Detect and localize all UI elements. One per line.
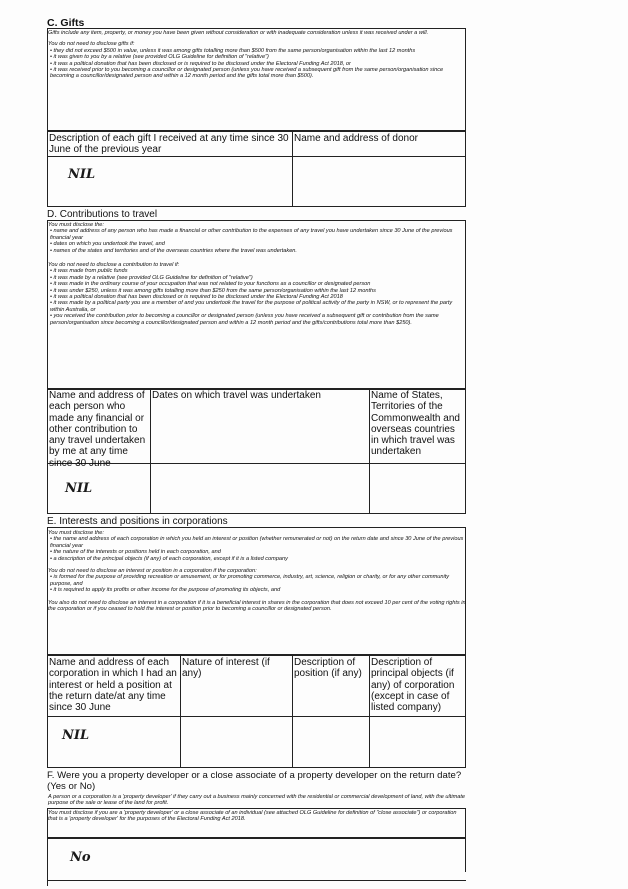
section-d-bullet: • dates on which you undertook the travel, and	[50, 241, 165, 248]
section-e-bullet: • it is required to apply its profits or other income for the purpose of promoting its objects, and	[50, 587, 281, 594]
section-d-bullet: • it was under $250, unless it was among gifts totalling more than $250 from the same person/organisation within the last 12 months	[50, 287, 376, 294]
section-e-header-nature: Nature of interest (if any)	[182, 657, 270, 680]
section-e-header-objects: Description of principal objects (if any) of corporation (except in case of listed company)	[371, 657, 455, 714]
section-f-answer: No	[70, 850, 91, 865]
section-c-col-divider	[292, 131, 293, 207]
section-d-lead: You must disclose the:	[48, 222, 104, 228]
section-c-bullet: • it was given to you by a relative (see provided OLG Guideline for definition of "relative")	[50, 54, 269, 61]
section-c-answer: NIL	[68, 167, 96, 182]
section-d-bullet: • it was made by a political party you are a member of and you undertook the travel for the purpose of political activity of the party in NSW, or to represent the party within Australia, or	[50, 300, 453, 313]
section-c-title: C. Gifts	[47, 17, 85, 29]
page-left-tick	[47, 872, 48, 886]
section-e-title: E. Interests and positions in corporations	[47, 516, 228, 527]
section-c-lead: You do not need to disclose gifts if:	[48, 41, 135, 48]
section-d-bullet: • it was a political donation that has been disclosed or is required to be disclosed under the Electoral Funding Act 2018	[50, 294, 343, 301]
section-d-bullet: • it was made by a relative (see provided OLG Guideline for definition of "relative")	[50, 274, 253, 281]
section-e-lead2: You do not need to disclose an interest or position in a corporation if the corporation:	[48, 568, 257, 575]
section-c-header-divider	[47, 156, 466, 157]
section-d-bullet: • name and address of any person who has made a financial or other contribution to the expenses of any travel you have undertaken since 30 June of the previous financial year	[50, 228, 453, 241]
section-c-intro: Gifts include any item, property, or money you have been given without consideration or with inadequate consideration unless it was received under a will.	[48, 30, 429, 36]
section-c-bullet: • they did not exceed $500 in value, unless it was among gifts totalling more than $500 from the same person/organisation within the last 12 months	[50, 47, 416, 54]
section-e-notes	[48, 530, 466, 612]
section-e-header-divider	[47, 716, 466, 717]
section-d-bullet: • it was made in the ordinary course of your occupation that was not related to your functions as a councillor or designated person	[50, 281, 371, 288]
section-e-col-divider	[180, 655, 181, 768]
section-f-bottom-rule	[47, 880, 466, 881]
section-c-notes	[48, 30, 466, 80]
section-c-header-description: Description of each gift I received at any time since 30 June of the previous year	[49, 133, 289, 156]
section-d-header-places: Name of States, Territories of the Commonwealth and overseas countries in which travel was undertaken	[371, 390, 460, 458]
section-c-bullet: • it was a political donation that has been disclosed or is required to be disclosed under the Electoral Funding Act 2018, or	[50, 60, 351, 67]
section-d-title: D. Contributions to travel	[47, 209, 158, 220]
section-e-col-divider	[292, 655, 293, 768]
section-c-header-donor: Name and address of donor	[294, 133, 418, 144]
section-e-bullet: • is formed for the purpose of providing recreation or amusement, or for promoting commerce, industry, art, science, religion or charity, or for any other community purpose, and	[50, 574, 450, 587]
section-e-bullet: • the name and address of each corporation in which you held an interest or position (whether remunerated or not) on the return date and since 30 June of the previous financial year	[50, 536, 464, 549]
section-f-note1: A person or a corporation is a 'property developer' if they carry out a business mainly concerned with the residential or commercial development of land, with the ultimate purpose of the sale or lease of the land for profit.	[48, 794, 466, 807]
section-d-notes	[48, 222, 466, 326]
section-c-bullet: • it was received prior to you becoming a councillor or designated person (unless you have received a subsequent gift from the same person/organisation since becoming a councillor/designated person and within a 12 month period and the gifts total more than $500).	[50, 67, 444, 80]
section-d-col-divider	[150, 389, 151, 514]
section-f-title: F. Were you a property developer or a close associate of a property developer on the return date? (Yes or No)	[47, 770, 462, 792]
section-d-bullet: • you received the contribution prior to becoming a councillor or designated person (unless you have received a subsequent gift or contribution from the same person/organisation since becoming a councillor/designated person and within a 12 month period and the gifts/contributions total more than $250).	[50, 313, 439, 326]
section-e-bullet: • the nature of the interests or positions held in each corporation, and	[50, 549, 221, 556]
section-d-header-contributor: Name and address of each person who made any financial or other contribution to any travel undertaken by me at any time since 30 June	[49, 390, 146, 469]
section-e-col-divider	[369, 655, 370, 768]
section-d-bullet: • names of the states and territories and of the overseas countries where the travel was undertaken.	[50, 247, 297, 254]
section-d-col-divider	[369, 389, 370, 514]
section-d-lead2: You do not need to disclose a contribution to travel if:	[48, 262, 180, 269]
section-e-bullet: • a description of the principal objects (if any) of each corporation, except if it is a listed company	[50, 555, 288, 562]
section-d-answer: NIL	[65, 481, 93, 496]
section-e-answer: NIL	[62, 728, 90, 743]
section-f-answer-box	[47, 838, 466, 872]
section-e-tail: You also do not need to disclose an interest in a corporation if it is a beneficial interest in shares in the corporation that does not exceed 10 per cent of the voting rights in the corporation or if you ceased to hold the interest or position prior to becoming a councillor or designated person.	[48, 599, 466, 613]
section-d-bullet: • it was made from public funds	[50, 268, 128, 275]
section-d-header-dates: Dates on which travel was undertaken	[152, 390, 321, 401]
section-e-lead: You must disclose the:	[48, 530, 104, 536]
section-f-note2: You must disclose if you are a 'property developer' or a close associate of an individual (see attached OLG Guideline for definition of "close associate") or corporation that is a 'property developer' for the purposes of the Electoral Funding Act 2018.	[48, 810, 457, 823]
section-e-header-position: Description of position (if any)	[294, 657, 362, 680]
section-e-header-corporation: Name and address of each corporation in which I had an interest or held a position at the return date/at any time since 30 June	[49, 657, 177, 714]
